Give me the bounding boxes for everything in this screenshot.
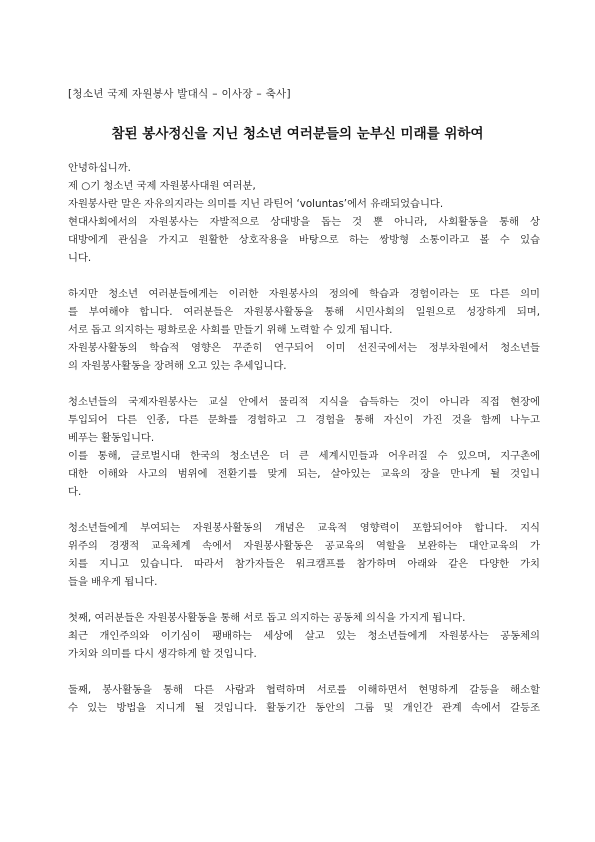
- body-line: 치를 지니고 있습니다. 따라서 참가자들은 워크캠프를 참가하며 아래와 같은 다양한 가치: [68, 558, 540, 570]
- body-line: 수 있는 방법을 지니게 될 것입니다. 활동기간 동안의 그룹 및 개인간 관계 속에서 갈등조: [68, 702, 540, 714]
- paragraph-spacer: [68, 501, 540, 519]
- body-line: 제 ○기 청소년 국제 자원봉사대원 여러분,: [68, 180, 256, 192]
- body-line: 현대사회에서의 자원봉사는 자발적으로 상대방을 돕는 것 뿐 아니라, 사회활동을 통해 상: [68, 216, 540, 228]
- body-line: 베푸는 활동입니다.: [68, 432, 155, 444]
- body-line: 들을 배우게 됩니다.: [68, 576, 158, 588]
- body-line: 를 부여해야 합니다. 여러분들은 자원봉사활동을 통해 시민사회의 일원으로 성장하게 되며,: [68, 306, 540, 318]
- body-line: 안녕하십니까.: [68, 162, 131, 174]
- paragraph-spacer: [68, 591, 540, 609]
- body-line: 하지만 청소년 여러분들에게는 이러한 자원봉사의 정의에 학습과 경험이라는 또 다른 의미: [68, 288, 540, 300]
- body-line: 대한 이해와 사고의 범위에 전환기를 맞게 되는, 살아있는 교육의 장을 만나게 될 것입니: [68, 468, 540, 480]
- paragraph-spacer: [68, 663, 540, 681]
- body-line: 자원봉사활동의 학습적 영향은 꾸준히 연구되어 이미 선진국에서는 정부차원에서 청소년들: [68, 342, 540, 354]
- body-line: 가치와 의미를 다시 생각하게 할 것입니다.: [68, 648, 257, 660]
- body-line: 첫째, 여러분들은 자원봉사활동을 통해 서로 돕고 의지하는 공동체 의식을 가지게 됩니다.: [68, 612, 466, 624]
- body-line: 의 자원봉사활동을 장려해 오고 있는 추세입니다.: [68, 360, 287, 372]
- body-line: 다.: [68, 486, 82, 498]
- body-line: 대방에게 관심을 가지고 원활한 상호작용을 바탕으로 하는 쌍방형 소통이라고 볼 수 있습: [68, 234, 540, 246]
- body-line: 투입되어 다른 인종, 다른 문화를 경험하고 그 경험을 통해 자신이 가진 것을 함께 나누고: [68, 414, 540, 426]
- paragraph-spacer: [68, 267, 540, 285]
- body-line: 둘째, 봉사활동을 통해 다른 사람과 협력하며 서로를 이해하면서 현명하게 갈등을 해소할: [68, 684, 540, 696]
- paragraph-spacer: [68, 375, 540, 393]
- body-line: 자원봉사란 말은 자유의지라는 의미를 지닌 라틴어 ‘voluntas’에서 유래되었습니다.: [68, 198, 444, 210]
- body-line: 니다.: [68, 252, 92, 264]
- body-line: 위주의 경쟁적 교육체계 속에서 자원봉사활동은 공교육의 역할을 보완하는 대안교육의 가: [68, 540, 540, 552]
- document-title: 참된 봉사정신을 지닌 청소년 여러분들의 눈부신 미래를 위하여: [111, 126, 484, 142]
- body-line: 이를 통해, 글로벌시대 한국의 청소년은 더 큰 세계시민들과 어우러질 수 있으며, 지구촌에: [68, 450, 540, 462]
- body-line: 서로 돕고 의지하는 평화로운 사회를 만들기 위해 노력할 수 있게 됩니다.: [68, 324, 393, 336]
- document-body: [68, 159, 540, 717]
- body-line: 청소년들의 국제자원봉사는 교실 안에서 물리적 지식을 습득하는 것이 아니라 직접 현장에: [68, 396, 540, 408]
- document-header-tag: [청소년 국제 자원봉사 발대식 – 이사장 – 축사]: [68, 88, 291, 100]
- body-line: 청소년들에게 부여되는 자원봉사활동의 개념은 교육적 영향력이 포함되어야 합니다. 지식: [68, 522, 540, 534]
- body-line: 최근 개인주의와 이기심이 팽배하는 세상에 살고 있는 청소년들에게 자원봉사는 공동체의: [68, 630, 540, 642]
